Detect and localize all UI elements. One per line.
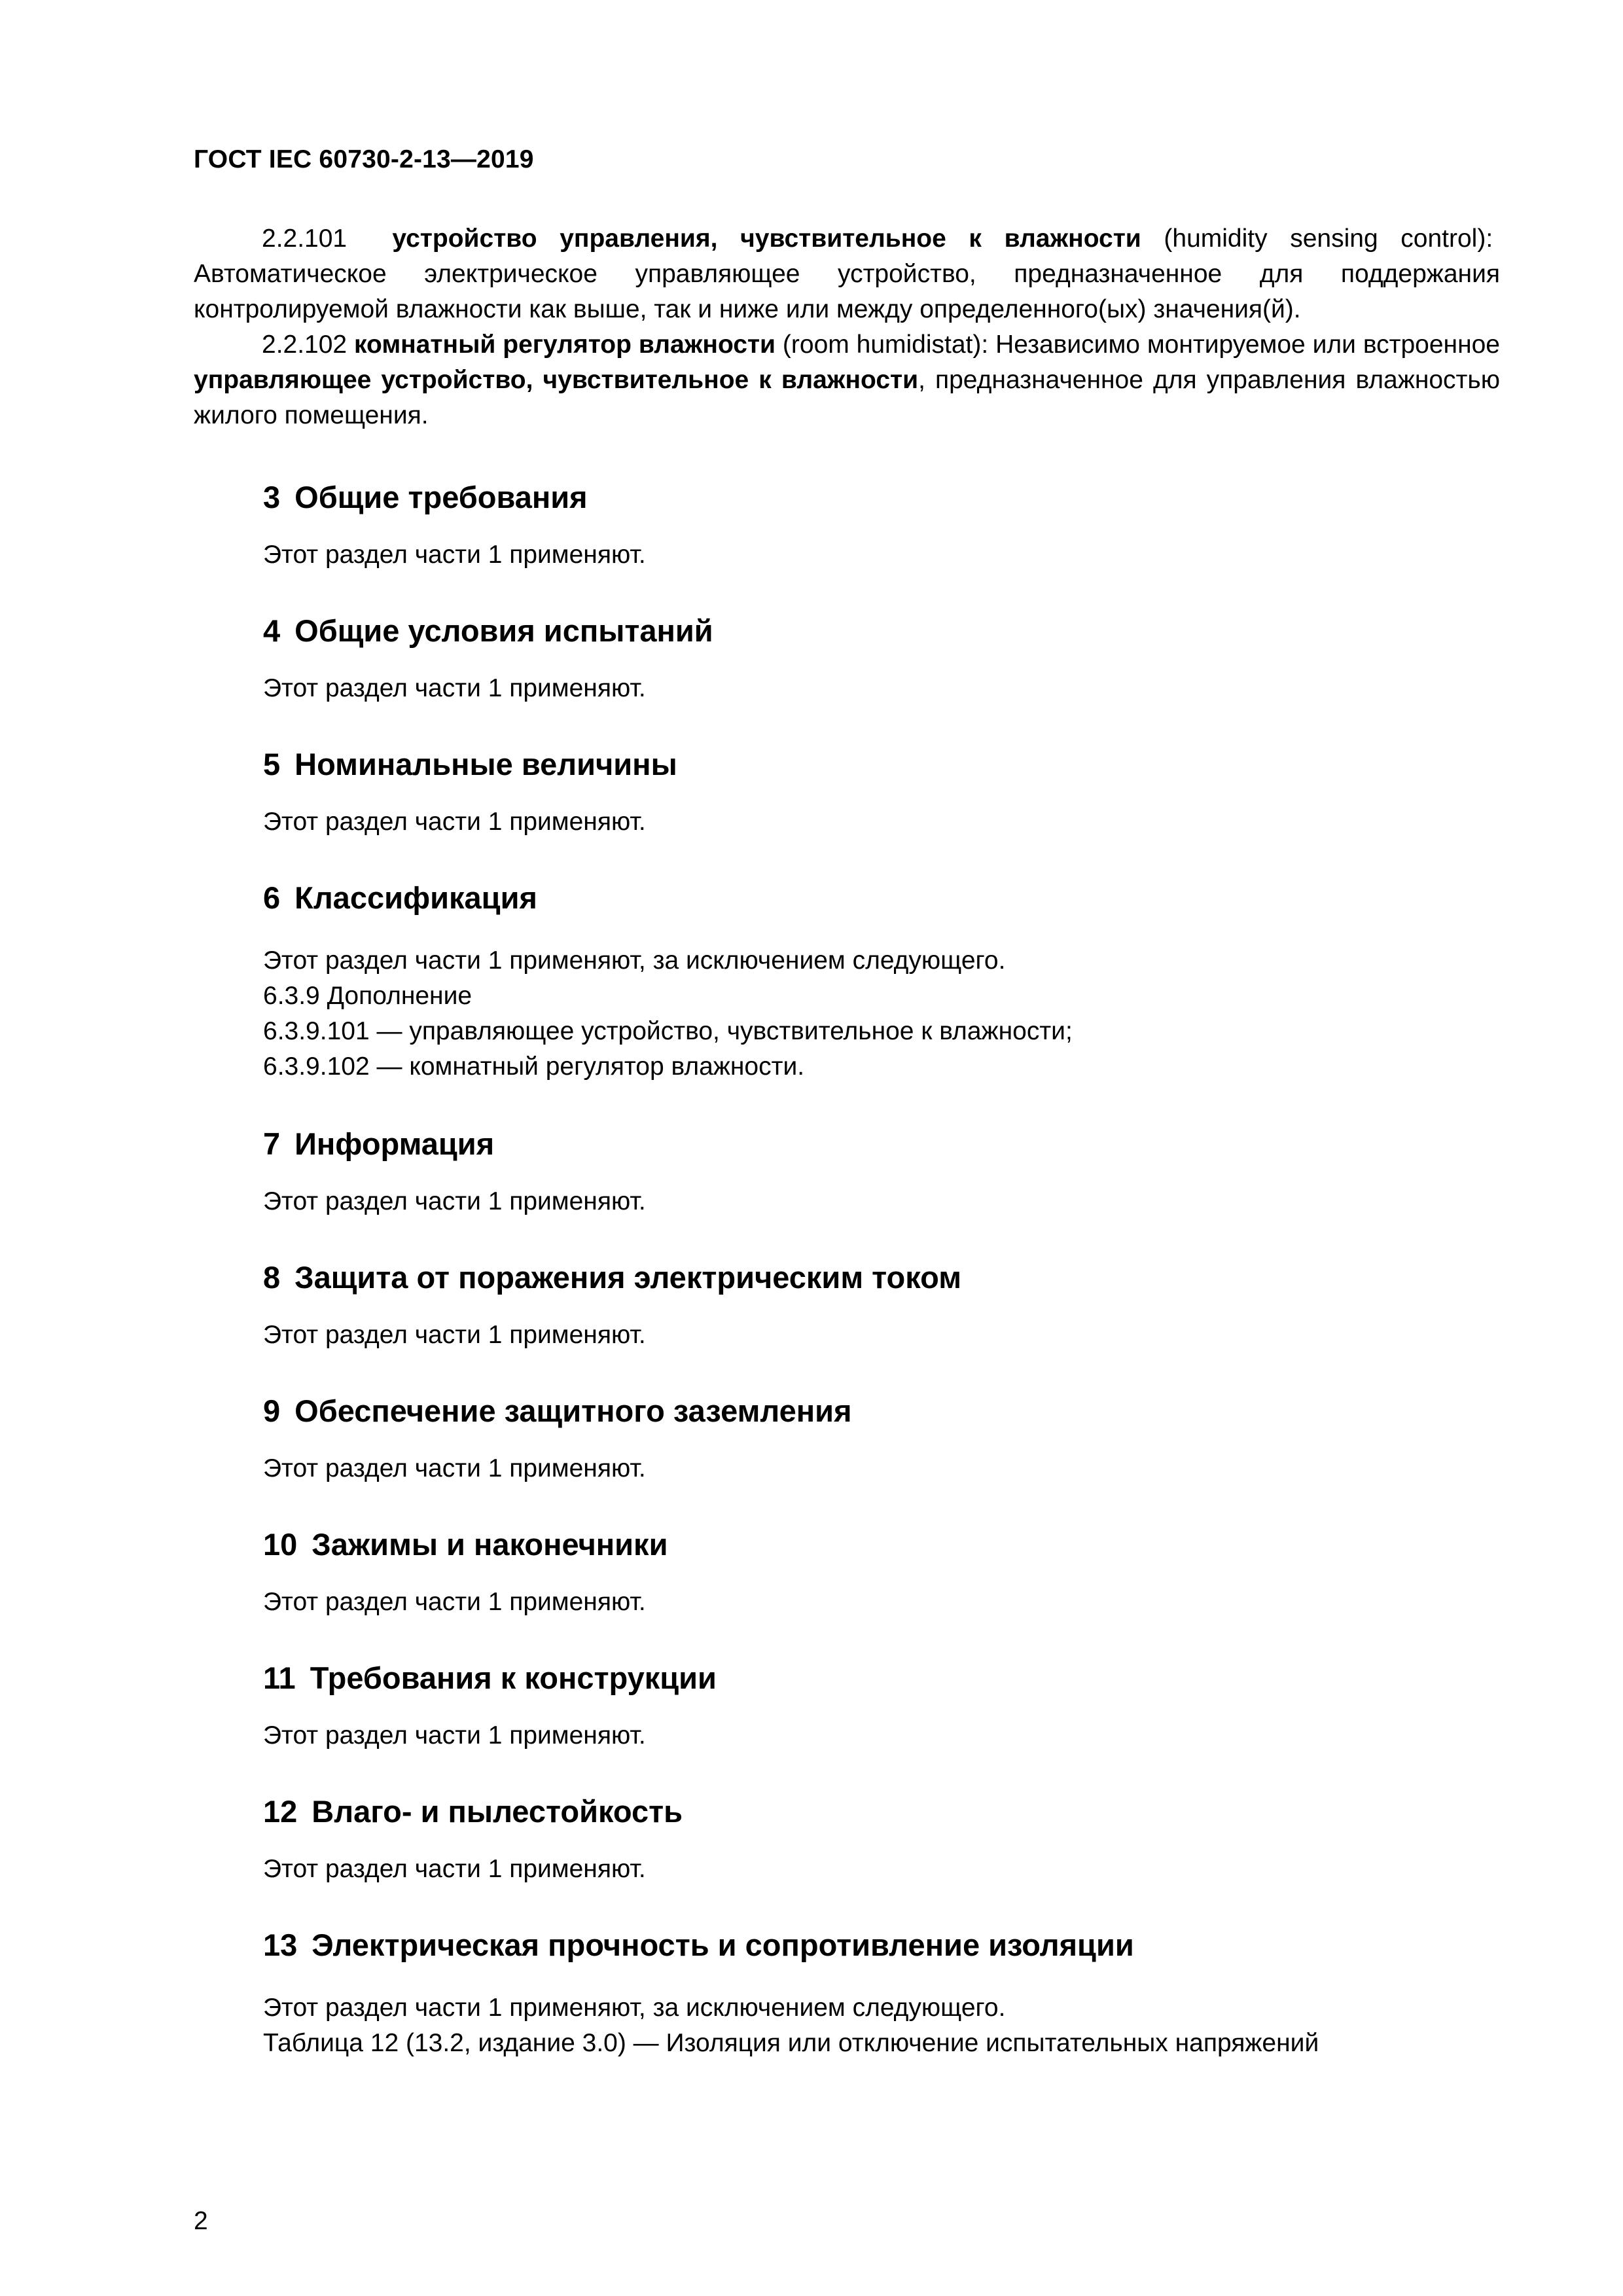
- section-10-text: Этот раздел части 1 применяют.: [263, 1588, 646, 1616]
- section-number: 11: [263, 1660, 296, 1695]
- section-4-heading: [263, 613, 713, 649]
- section-10-heading: [263, 1526, 668, 1562]
- section-4-text: Этот раздел части 1 применяют.: [263, 674, 646, 702]
- section-6-text: Этот раздел части 1 применяют, за исключением следующего.: [263, 946, 1006, 975]
- section-number: 8: [263, 1260, 281, 1295]
- section-6-item-101: 6.3.9.101 — управляющее устройство, чувствительное к влажности;: [263, 1017, 1073, 1045]
- section-title: Классификация: [294, 880, 537, 915]
- section-number: 13: [263, 1928, 298, 1962]
- section-9-text: Этот раздел части 1 применяют.: [263, 1454, 646, 1482]
- section-6-subclause: 6.3.9 Дополнение: [263, 982, 473, 1010]
- section-7-heading: [263, 1126, 494, 1162]
- section-title: Общие требования: [294, 480, 588, 514]
- section-13-heading: [263, 1927, 1134, 1963]
- section-title: Защита от поражения электрическим током: [294, 1260, 962, 1295]
- section-title: Номинальные величины: [294, 747, 677, 781]
- section-5-text: Этот раздел части 1 применяют.: [263, 808, 646, 836]
- section-12-heading: [263, 1793, 683, 1829]
- definition-text: Автоматическое электрическое управляющее устройство, предназначенное для поддержания контролируемой влажности как выше, так и ниже или между определенного(ых) значения(й).: [194, 260, 1500, 323]
- section-number: 10: [263, 1527, 298, 1562]
- definition-english: (room humidistat):: [782, 331, 989, 359]
- section-9-heading: [263, 1393, 852, 1429]
- definition-2-2-102: [194, 327, 1500, 433]
- section-title: Требования к конструкции: [310, 1660, 717, 1695]
- section-3-heading: [263, 479, 588, 515]
- section-title: Информация: [294, 1126, 495, 1161]
- section-number: 4: [263, 613, 281, 648]
- section-8-text: Этот раздел части 1 применяют.: [263, 1321, 646, 1349]
- definition-text: , предназначенное для управления влажностью жилого помещения.: [194, 366, 1500, 429]
- section-title: Влаго- и пылестойкость: [312, 1794, 683, 1829]
- section-6-item-102: 6.3.9.102 — комнатный регулятор влажности.: [263, 1052, 805, 1081]
- section-title: Электрическая прочность и сопротивление изоляции: [312, 1928, 1134, 1962]
- section-title: Зажимы и наконечники: [312, 1527, 668, 1562]
- definition-term-reference: управляющее устройство, чувствительное к влажности: [194, 366, 919, 394]
- section-number: 7: [263, 1126, 281, 1161]
- definition-term: устройство управления, чувствительное к влажности: [392, 224, 1141, 253]
- section-title: Общие условия испытаний: [294, 613, 713, 648]
- section-11-heading: [263, 1660, 717, 1696]
- section-8-heading: [263, 1259, 961, 1295]
- definition-2-2-101: [194, 221, 1500, 327]
- section-5-heading: [263, 746, 677, 782]
- definition-term: комнатный регулятор влажности: [354, 331, 776, 359]
- definition-number: 2.2.102: [262, 331, 348, 359]
- section-number: 5: [263, 747, 281, 781]
- section-12-text: Этот раздел части 1 применяют.: [263, 1855, 646, 1883]
- section-number: 9: [263, 1393, 281, 1428]
- section-11-text: Этот раздел части 1 применяют.: [263, 1721, 646, 1749]
- document-header: ГОСТ IEC 60730-2-13—2019: [194, 145, 534, 173]
- section-number: 12: [263, 1794, 298, 1829]
- section-number: 6: [263, 880, 281, 915]
- section-title: Обеспечение защитного заземления: [294, 1393, 852, 1428]
- table-12-caption: Таблица 12 (13.2, издание 3.0) — Изоляция или отключение испытательных напряжений: [263, 2029, 1319, 2057]
- definition-english: (humidity sensing control):: [1164, 224, 1493, 253]
- section-6-heading: [263, 880, 537, 916]
- section-13-text: Этот раздел части 1 применяют, за исключением следующего.: [263, 1994, 1006, 2022]
- section-number: 3: [263, 480, 281, 514]
- section-7-text: Этот раздел части 1 применяют.: [263, 1187, 646, 1215]
- definitions-block: [194, 221, 1500, 433]
- section-3-text: Этот раздел части 1 применяют.: [263, 541, 646, 569]
- page-number: 2: [194, 2207, 208, 2235]
- definition-text: Независимо монтируемое или встроенное: [995, 331, 1500, 359]
- definition-number: 2.2.101: [262, 224, 348, 253]
